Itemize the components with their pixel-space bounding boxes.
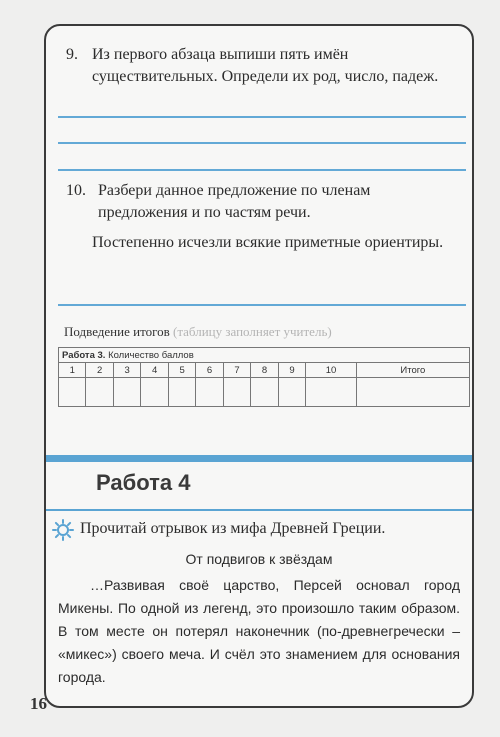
score-table-title-rest: Количество баллов [108, 349, 194, 361]
score-cell[interactable] [113, 378, 140, 407]
answer-line [58, 304, 466, 306]
score-cell[interactable] [168, 378, 195, 407]
score-col-header: 4 [141, 363, 168, 378]
answer-line [58, 116, 466, 118]
section-band [46, 455, 472, 462]
score-col-header: 1 [59, 363, 86, 378]
score-table [58, 347, 470, 407]
section-divider [46, 509, 472, 511]
score-col-header: 2 [86, 363, 113, 378]
score-cell[interactable] [278, 378, 305, 407]
page-number: 16 [30, 694, 47, 713]
page-frame [44, 24, 474, 708]
work-4-instruction: Прочитай отрывок из мифа Древней Греции. [80, 520, 386, 537]
task-9-text: Из первого абзаца выпиши пять имён существительных. Определи их род, число, падеж. [92, 46, 439, 85]
score-col-header: 8 [251, 363, 278, 378]
score-cell[interactable] [59, 378, 86, 407]
score-col-header: Итого [356, 363, 469, 378]
task-9 [66, 44, 458, 88]
score-col-header: 6 [196, 363, 223, 378]
score-cell[interactable] [251, 378, 278, 407]
work-4-title: Работа 4 [96, 470, 191, 495]
score-cell[interactable] [86, 378, 113, 407]
score-col-header: 10 [306, 363, 357, 378]
score-col-header: 7 [223, 363, 250, 378]
task-10-text: Разбери данное предложение по членам предложения и по частям речи. [98, 182, 371, 221]
score-table-title [59, 348, 470, 363]
sun-icon [52, 519, 74, 541]
score-cell-total[interactable] [356, 378, 469, 407]
task-9-number: 9. [66, 46, 78, 63]
score-cell[interactable] [141, 378, 168, 407]
answer-line [58, 142, 466, 144]
score-table-title-bold: Работа 3. [62, 349, 106, 361]
score-cell[interactable] [196, 378, 223, 407]
score-col-header: 5 [168, 363, 195, 378]
score-col-header: 3 [113, 363, 140, 378]
score-cell[interactable] [306, 378, 357, 407]
score-col-header: 9 [278, 363, 305, 378]
task-10-sentence: Постепенно исчезли всякие приметные ориентиры. [92, 234, 444, 251]
score-cell[interactable] [223, 378, 250, 407]
summary-label [64, 324, 332, 340]
task-10-number: 10. [66, 182, 86, 199]
passage-title: От подвигов к звёздам [185, 551, 333, 567]
task-10 [66, 180, 458, 224]
answer-line [58, 169, 466, 171]
summary-hint: (таблицу заполняет учитель) [172, 324, 332, 339]
passage-text: …Развивая своё царство, Персей основал город Микены. По одной из легенд, это произошло таким образом. В том месте он потерял наконечник (по-древнегречески – «микес») своего меча. И счёл это знамением для основания города. [58, 577, 460, 685]
summary-label-text: Подведение итогов [64, 324, 170, 339]
